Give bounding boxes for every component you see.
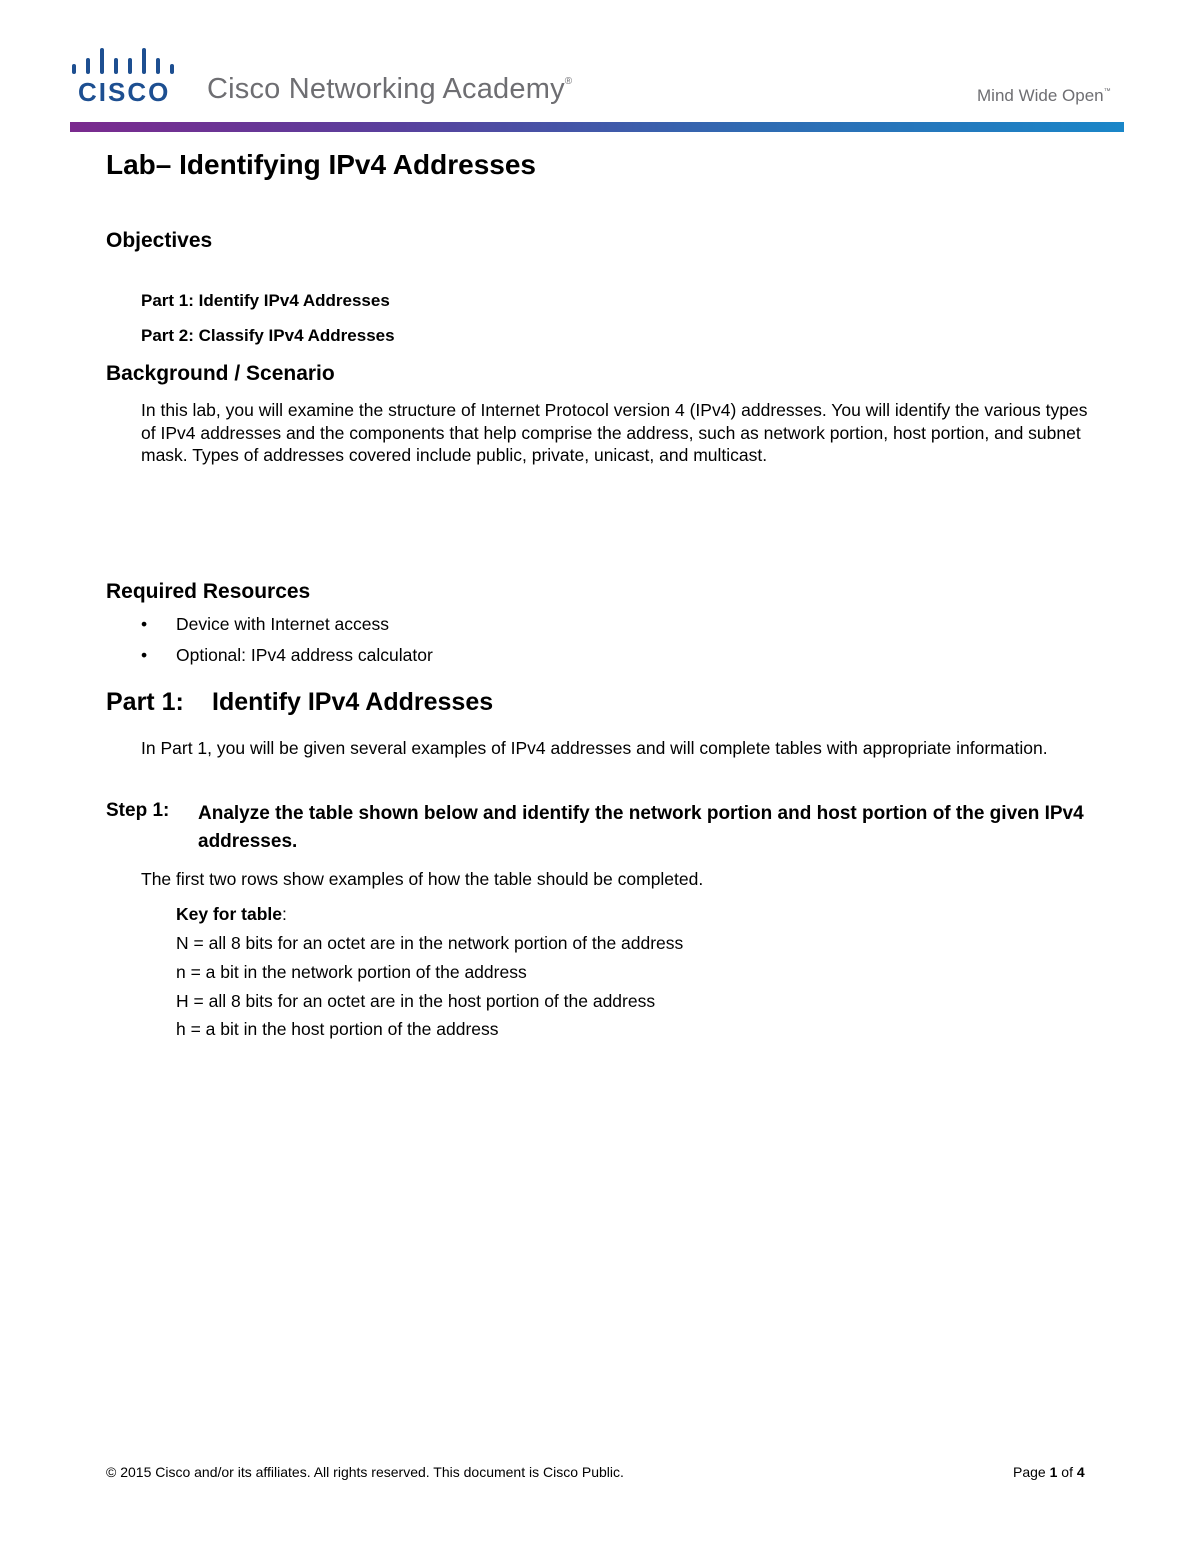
- cisco-bridge-icon: [72, 48, 174, 74]
- step1-title: Analyze the table shown below and identify the network portion and host portion of the given IPv4 addresses.: [198, 803, 1084, 852]
- key-label: Key for table: [176, 904, 282, 924]
- background-heading: Background / Scenario: [106, 362, 335, 385]
- trademark-mark: ™: [1103, 88, 1111, 95]
- header-divider-bar: [70, 122, 1124, 132]
- part1-heading: [106, 688, 493, 717]
- step1-note: The first two rows show examples of how the table should be completed.: [141, 869, 704, 889]
- objective-item: Part 2: Classify IPv4 Addresses: [141, 326, 395, 345]
- bullet-icon: •: [141, 645, 148, 665]
- resource-item-text: Device with Internet access: [176, 614, 390, 634]
- page-of: of: [1061, 1464, 1073, 1480]
- registered-mark: ®: [564, 76, 573, 87]
- key-item: N = all 8 bits for an octet are in the network portion of the address: [176, 933, 684, 953]
- footer-page-number: [1013, 1464, 1085, 1480]
- bullet-icon: •: [141, 614, 148, 634]
- part1-number: Part 1:: [106, 688, 184, 716]
- page-word: Page: [1013, 1464, 1046, 1480]
- cisco-logo: [68, 44, 180, 104]
- resource-item-text: Optional: IPv4 address calculator: [176, 645, 433, 665]
- tagline: [977, 86, 1111, 106]
- footer-copyright: © 2015 Cisco and/or its affiliates. All rights reserved. This document is Cisco Public.: [106, 1464, 624, 1480]
- academy-name: [207, 73, 572, 106]
- document-title: Lab– Identifying IPv4 Addresses: [106, 149, 536, 180]
- page-current: 1: [1049, 1464, 1058, 1480]
- key-item: H = all 8 bits for an octet are in the host portion of the address: [176, 991, 656, 1011]
- part1-intro: In Part 1, you will be given several examples of IPv4 addresses and will complete tables with appropriate information.: [141, 738, 1048, 758]
- key-colon: :: [282, 904, 287, 924]
- academy-name-text: Cisco Networking Academy: [207, 73, 565, 105]
- key-heading: [176, 904, 287, 925]
- key-item: h = a bit in the host portion of the address: [176, 1019, 499, 1039]
- part1-title: Identify IPv4 Addresses: [212, 688, 494, 716]
- key-item: n = a bit in the network portion of the address: [176, 962, 527, 982]
- step1-number: Step 1:: [106, 800, 170, 821]
- tagline-text: Mind Wide Open: [977, 86, 1104, 105]
- background-paragraph: In this lab, you will examine the structure of Internet Protocol version 4 (IPv4) addresses. You will identify the various types of IPv4 addresses and the components that help comprise the address, such as network portion, host portion, and subnet mask. Types of addresses covered include public, private, unicast, and multicast.: [141, 400, 1088, 465]
- resources-heading: Required Resources: [106, 580, 311, 603]
- page-total: 4: [1076, 1464, 1085, 1480]
- objective-item: Part 1: Identify IPv4 Addresses: [141, 291, 390, 310]
- objectives-heading: Objectives: [106, 229, 213, 252]
- cisco-wordmark: CISCO: [78, 77, 171, 104]
